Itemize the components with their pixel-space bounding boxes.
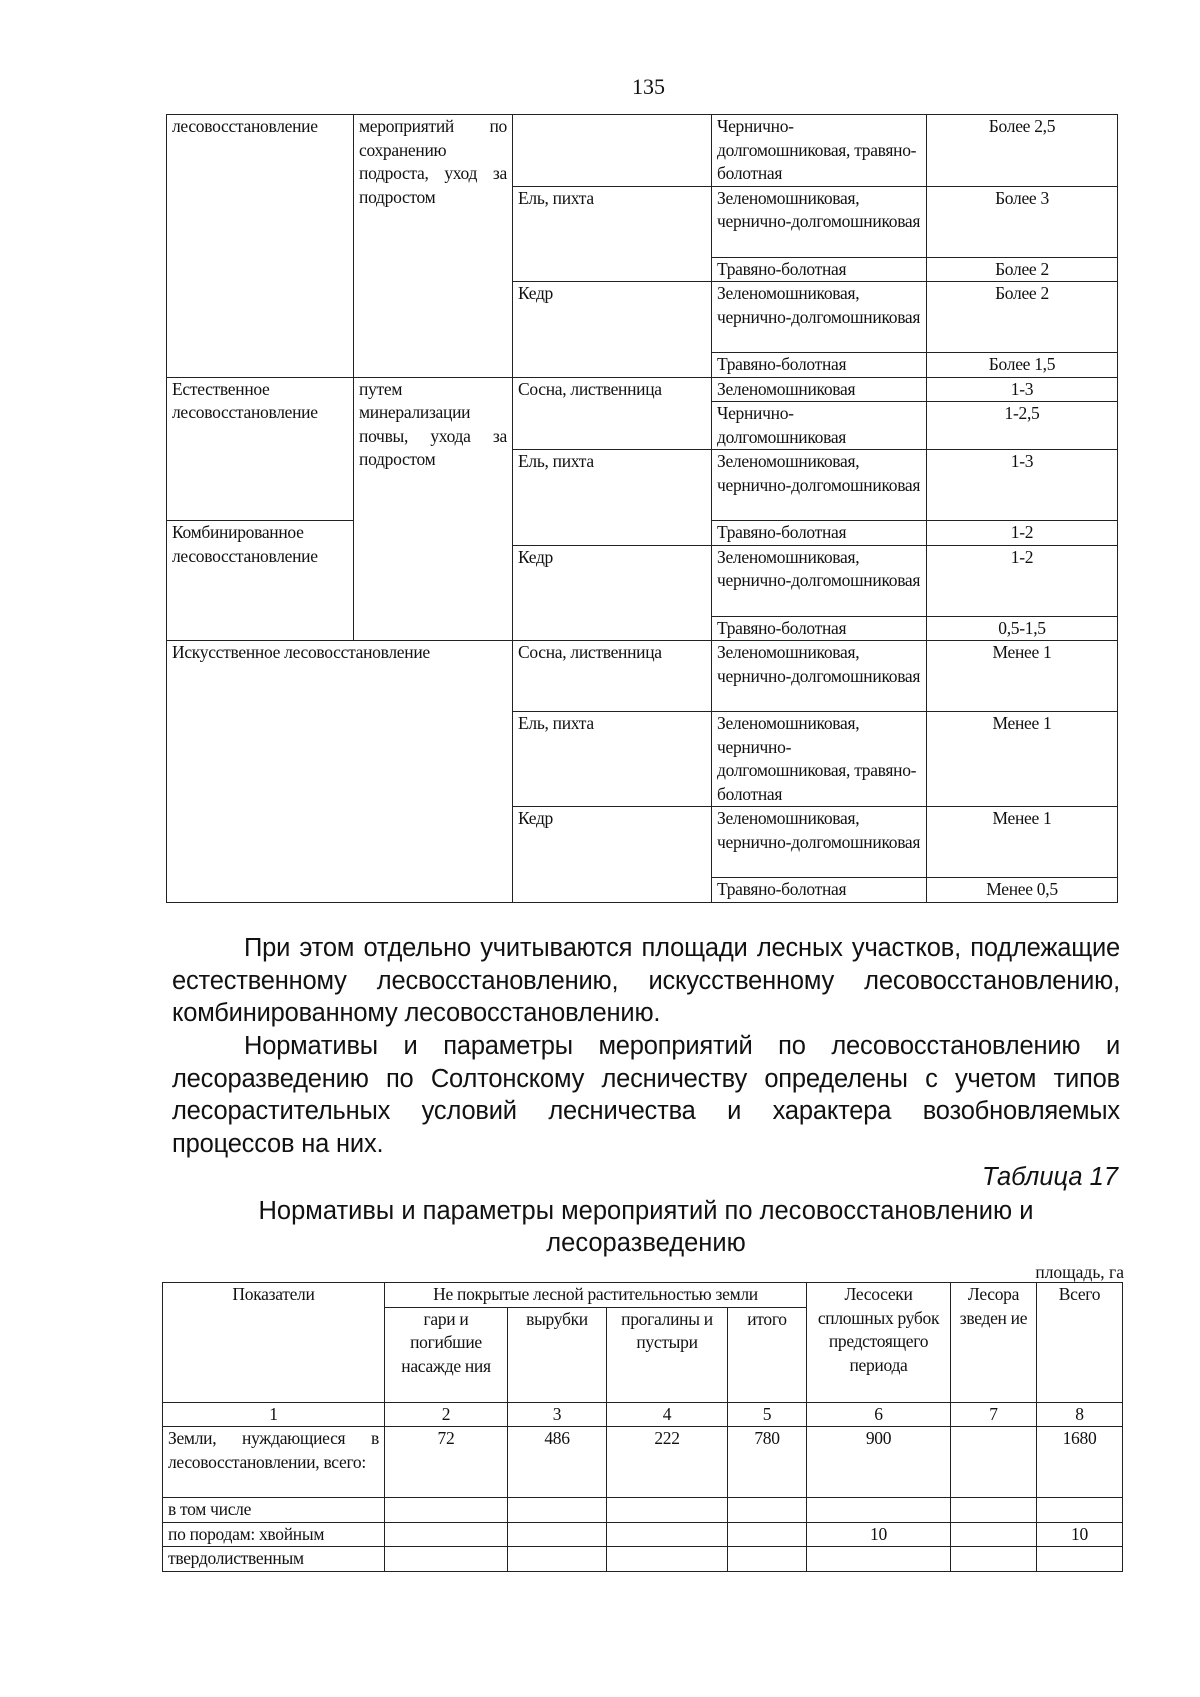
table-cell [385, 1547, 508, 1572]
table-cell: Комбинированное лесовосстановление [167, 521, 354, 641]
table-cell: Естественное лесовосстановление [167, 377, 354, 521]
table-cell: Ель, пихта [513, 186, 712, 282]
table-cell: Зеленомошниковая, чернично-долгомошниковая [712, 282, 927, 353]
table-cell: Зеленомошниковая, чернично-долгомошниковая [712, 807, 927, 878]
column-number: 7 [951, 1402, 1037, 1427]
header-cell: Лесосеки сплошных рубок предстоящего периода [807, 1283, 951, 1403]
table-cell [951, 1427, 1037, 1498]
table-cell: Зеленомошниковая, чернично-долгомошниковая, травяно-болотная [712, 712, 927, 807]
table-cell: 1-2 [927, 545, 1118, 616]
table-cell: Зеленомошниковая [712, 377, 927, 402]
table-cell: Зеленомошниковая, чернично-долгомошниковая [712, 545, 927, 616]
paragraph-text: При этом отдельно учитываются площади лесных участков, подлежащие естественному лесвосстановлению, искусственному лесовосстановлению, комбинированному лесовосстановлению. [172, 934, 1120, 1027]
forest-regeneration-criteria-table [166, 114, 1118, 903]
table-cell: 486 [508, 1427, 607, 1498]
table-cell: 222 [607, 1427, 728, 1498]
table-cell: Более 2,5 [927, 115, 1118, 187]
table-cell: Менее 1 [927, 807, 1118, 878]
paragraph [172, 1030, 1120, 1160]
table-cell [513, 115, 712, 187]
header-cell: Не покрытые лесной растительностью земли [385, 1283, 807, 1308]
table-cell [1037, 1498, 1123, 1523]
column-number: 5 [728, 1402, 807, 1427]
table-header-row [163, 1283, 1123, 1308]
table-cell [951, 1522, 1037, 1547]
table-cell: 72 [385, 1427, 508, 1498]
table-cell: Более 3 [927, 186, 1118, 257]
column-number: 6 [807, 1402, 951, 1427]
table-cell [607, 1498, 728, 1523]
table-cell: 1-2 [927, 521, 1118, 546]
table-row [167, 377, 1118, 402]
table-cell: Чернично-долгомошниковая, травяно-болотная [712, 115, 927, 187]
table-cell: Травяно-болотная [712, 353, 927, 378]
table-cell: 0,5-1,5 [927, 616, 1118, 641]
table-cell: 10 [807, 1522, 951, 1547]
table-cell: Более 1,5 [927, 353, 1118, 378]
table-cell [807, 1498, 951, 1523]
column-number: 8 [1037, 1402, 1123, 1427]
table-cell: Более 2 [927, 282, 1118, 353]
table-cell: лесовосстановление [167, 115, 354, 378]
table-cell [508, 1547, 607, 1572]
table-cell [807, 1547, 951, 1572]
table-cell: Кедр [513, 807, 712, 903]
paragraph-text: Нормативы и параметры мероприятий по лесовосстановлению и лесоразведению по Солтонскому лесничеству определены с учетом типов лесорастительных условий лесничества и характера возобновляемых процессов на них. [172, 1032, 1120, 1158]
table-cell [607, 1547, 728, 1572]
table-cell: Травяно-болотная [712, 257, 927, 282]
table-cell: Кедр [513, 282, 712, 378]
table-cell: 780 [728, 1427, 807, 1498]
table-cell [508, 1498, 607, 1523]
table-label: Таблица 17 [981, 1163, 1118, 1191]
table-row [167, 641, 1118, 712]
table-cell: Кедр [513, 545, 712, 641]
column-number: 1 [163, 1402, 385, 1427]
table-row [167, 115, 1118, 187]
table-cell: Ель, пихта [513, 712, 712, 807]
table-cell: Менее 1 [927, 641, 1118, 712]
column-number-row [163, 1402, 1123, 1427]
table-cell [951, 1498, 1037, 1523]
paragraph [172, 932, 1120, 1030]
units-label: площадь, га [1035, 1262, 1124, 1282]
table-cell: Менее 0,5 [927, 878, 1118, 903]
column-number: 2 [385, 1402, 508, 1427]
table-cell [728, 1547, 807, 1572]
header-cell: итого [728, 1307, 807, 1402]
header-cell: вырубки [508, 1307, 607, 1402]
header-cell: Показатели [163, 1283, 385, 1403]
table-cell: путем минерализации почвы, ухода за подростом [354, 377, 513, 641]
header-cell: гари и погибшие насажде ния [385, 1307, 508, 1402]
table-title: Нормативы и параметры мероприятий по лесовосстановлению и лесоразведению [258, 1197, 1034, 1257]
header-cell: Всего [1037, 1283, 1123, 1403]
table-cell: Зеленомошниковая, чернично-долгомошниковая [712, 641, 927, 712]
table-row [163, 1522, 1123, 1547]
regeneration-parameters-table [162, 1282, 1123, 1572]
table-cell: Искусственное лесовосстановление [167, 641, 513, 903]
table-cell: Сосна, лиственница [513, 641, 712, 712]
header-cell: прогалины и пустыри [607, 1307, 728, 1402]
table-cell: твердолиственным [163, 1547, 385, 1572]
column-number: 4 [607, 1402, 728, 1427]
table-cell: в том числе [163, 1498, 385, 1523]
table-cell: Сосна, лиственница [513, 377, 712, 450]
header-cell: Лесора зведен ие [951, 1283, 1037, 1403]
table-cell: Зеленомошниковая, чернично-долгомошниковая [712, 450, 927, 521]
page-number: 135 [632, 74, 665, 99]
table-cell: мероприятий по сохранению подроста, уход за подростом [354, 115, 513, 378]
table-cell: Зеленомошниковая, чернично-долгомошниковая [712, 186, 927, 257]
table-cell [607, 1522, 728, 1547]
table-cell [728, 1522, 807, 1547]
table-cell [728, 1498, 807, 1523]
table-cell: Травяно-болотная [712, 521, 927, 546]
table-cell: 1-3 [927, 377, 1118, 402]
table-cell: по породам: хвойным [163, 1522, 385, 1547]
table-cell: Ель, пихта [513, 450, 712, 546]
table-cell: Травяно-болотная [712, 616, 927, 641]
table-cell: 1680 [1037, 1427, 1123, 1498]
table-cell: Более 2 [927, 257, 1118, 282]
table-cell: 900 [807, 1427, 951, 1498]
table-row [163, 1427, 1123, 1498]
column-number: 3 [508, 1402, 607, 1427]
table-cell: Менее 1 [927, 712, 1118, 807]
table-cell: Земли, нуждающиеся в лесовосстановлении, всего: [163, 1427, 385, 1498]
table-cell: Травяно-болотная [712, 878, 927, 903]
table-cell: Чернично-долгомошниковая [712, 402, 927, 450]
table-cell: 10 [1037, 1522, 1123, 1547]
table-cell [1037, 1547, 1123, 1572]
table-cell: 1-2,5 [927, 402, 1118, 450]
table-row [163, 1498, 1123, 1523]
table-cell [508, 1522, 607, 1547]
table-cell [385, 1498, 508, 1523]
table-row [163, 1547, 1123, 1572]
table-cell: 1-3 [927, 450, 1118, 521]
table-cell [951, 1547, 1037, 1572]
table-cell [385, 1522, 508, 1547]
